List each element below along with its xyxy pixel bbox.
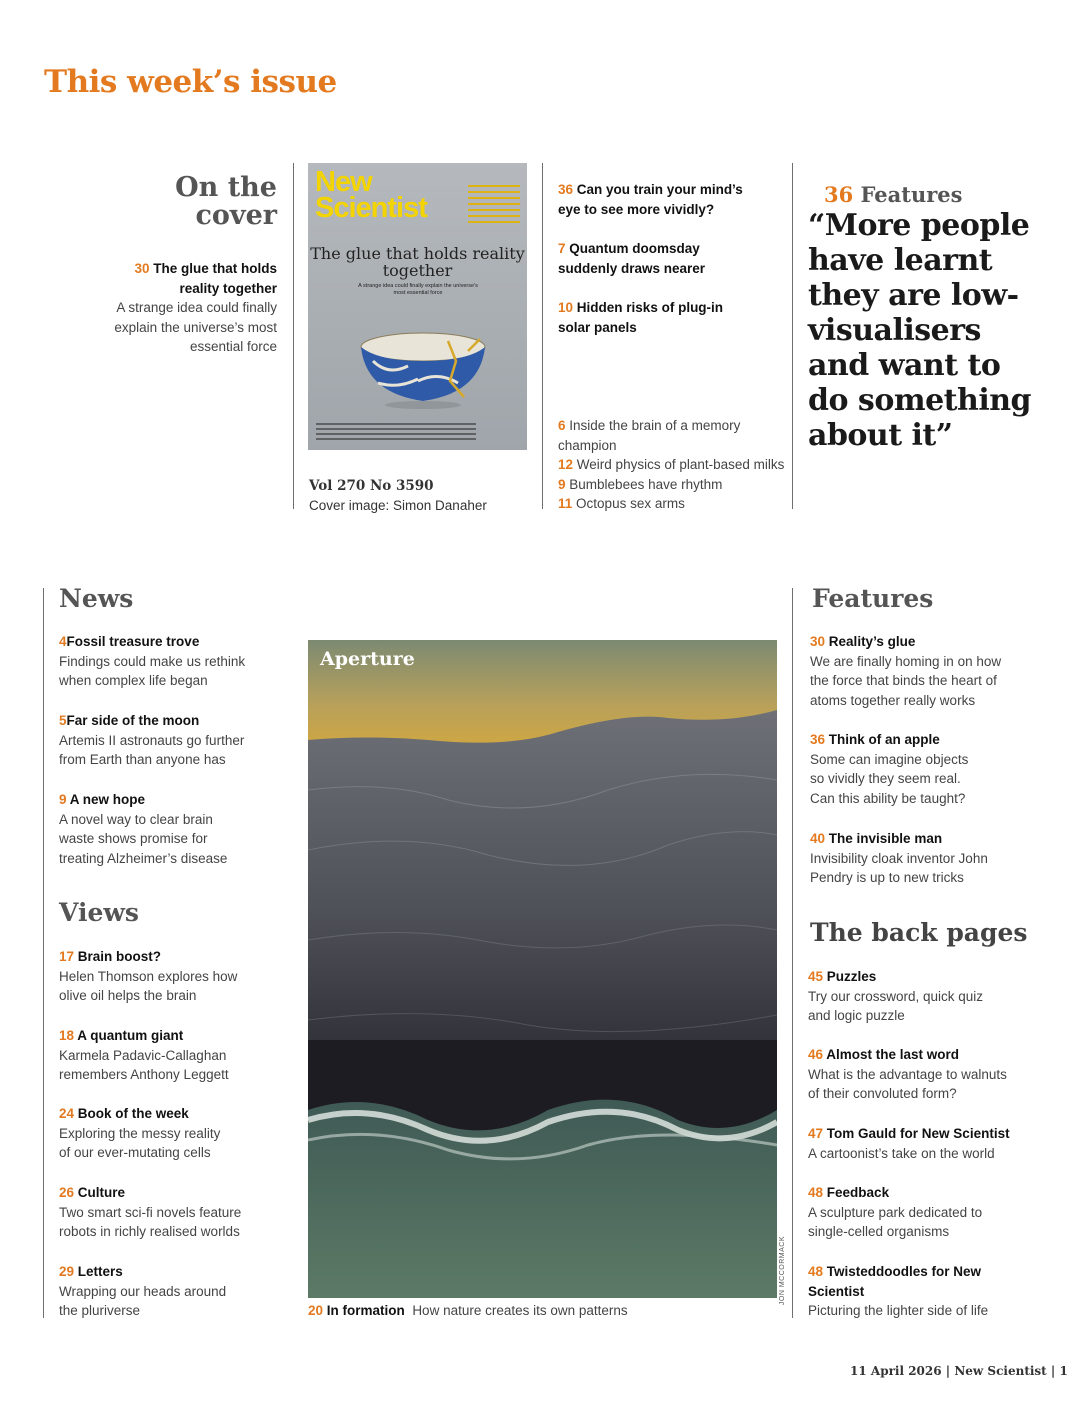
views-item[interactable]: 18 A quantum giant Karmela Padavic-Callaghan remembers Anthony Leggett [59,1028,229,1083]
page-number: 30 [134,261,150,276]
coverline-item[interactable]: 7 Quantum doomsday suddenly draws nearer [558,241,706,276]
features-item[interactable]: 30 Reality’s glue We are finally homing in on how the force that binds the heart of atoms together really works [810,634,1002,708]
coverline-list-item[interactable]: 9 Bumblebees have rhythm [558,476,723,492]
on-the-cover-item[interactable] [100,259,277,357]
on-the-cover-heading-line2: cover [195,200,277,231]
back-pages-item[interactable]: 48 Twisteddoodles for New Scientist Picturing the lighter side of life [808,1264,989,1319]
quote-label: 36 Features [824,182,963,207]
column-divider [792,588,793,1318]
page-title: This week’s issue [44,64,337,100]
views-item[interactable]: 17 Brain boost? Helen Thomson explores how olive oil helps the brain [59,949,238,1004]
coverline-list-item[interactable]: 12 Weird physics of plant-based milks [558,457,785,472]
aperture-caption[interactable]: 20 In formation How nature creates its own patterns [308,1303,628,1318]
features-heading: Features [812,584,934,613]
column-divider [43,588,44,1318]
coverline-item[interactable]: 10 Hidden risks of plug-in solar panels [558,300,724,335]
column-divider [293,163,294,509]
coverline-list-item[interactable]: 6 Inside the brain of a memory champion [558,418,741,453]
coverline-item[interactable]: 36 Can you train your mind’s eye to see more vividly? [558,182,743,217]
cover-headline: The glue that holds reality together [310,244,525,280]
views-item[interactable]: 24 Book of the week Exploring the messy reality of our ever-mutating cells [59,1106,221,1161]
item-title: The glue that holds reality together [153,261,277,296]
item-description: A strange idea could finally explain the universe’s most essential force [114,300,277,354]
coverline-list-item[interactable]: 11 Octopus sex arms [558,496,685,511]
cover-thumbnail[interactable] [308,163,527,450]
back-pages-heading: The back pages [810,918,1028,947]
kintsugi-bowl-image [348,331,498,411]
features-item[interactable]: 36 Think of an apple Some can imagine objects so vividly they seem real. Can this ability be taught? [810,732,969,806]
aperture-photo[interactable] [308,640,777,1298]
aperture-label: Aperture [320,648,415,670]
back-pages-item[interactable]: 47 Tom Gauld for New Scientist A cartoonist’s take on the world [808,1126,1010,1161]
news-item[interactable]: 5Far side of the moon Artemis II astronauts go further from Earth than anyone has [59,713,245,768]
column-divider [792,163,793,509]
on-the-cover-heading-line1: On the [175,172,277,203]
news-heading: News [59,584,134,613]
on-the-cover-heading [120,174,277,230]
cover-brand-logo: New Scientist [315,166,427,224]
photo-credit: JON MCCORMACK [779,1236,786,1306]
cover-vol-info: Vol 270 No 3590 Cover image: Simon Danaher [309,478,487,513]
back-pages-item[interactable]: 45 Puzzles Try our crossword, quick quiz and logic puzzle [808,969,984,1024]
news-item[interactable]: 4Fossil treasure trove Findings could make us rethink when complex life began [59,634,246,689]
views-item[interactable]: 26 Culture Two smart sci-fi novels feature robots in richly realised worlds [59,1185,242,1240]
page-footer: 11 April 2026 | New Scientist | 1 [850,1364,1068,1378]
column-divider [542,163,543,509]
features-item[interactable]: 40 The invisible man Invisibility cloak inventor John Pendry is up to new tricks [810,831,988,886]
views-item[interactable]: 29 Letters Wrapping our heads around the pluriverse [59,1264,227,1319]
coverline-list [558,416,788,514]
cover-strapline: A strange idea could finally explain the universe's most essential force [358,283,478,296]
back-pages-item[interactable]: 46 Almost the last word What is the advantage to walnuts of their convoluted form? [808,1047,1007,1102]
back-pages-item[interactable]: 48 Feedback A sculpture park dedicated to single-celled organisms [808,1185,983,1240]
pull-quote: “More people have learnt they are low-visualisers and want to do something about it” [808,208,1032,453]
views-heading: Views [59,898,139,927]
cover-bottom-coverlines-decor [316,423,476,443]
news-item[interactable]: 9 A new hope A novel way to clear brain waste shows promise for treating Alzheimer’s disease [59,792,228,866]
cover-coverlines-decor [468,185,520,227]
